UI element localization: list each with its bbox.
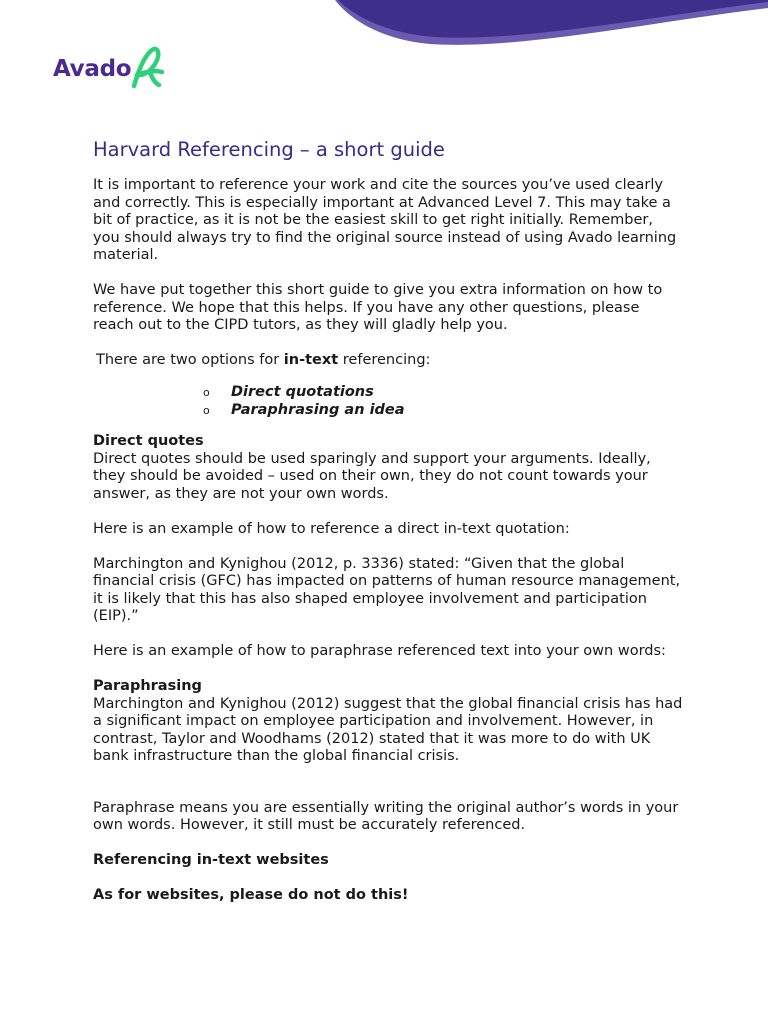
- paraphrasing-heading: Paraphrasing: [93, 678, 202, 694]
- options-intro: [96, 352, 683, 370]
- paraphrase-note: Paraphrase means you are essentially writing the original author’s words in your own words. However, it still must be accurately referenced.: [93, 799, 679, 833]
- direct-quotes-body: Direct quotes should be used sparingly and support your arguments. Ideally, they should be avoided – used on their own, they do not count towards your answer, as they are not your own words.: [93, 450, 651, 502]
- option-paraphrasing: o Paraphrasing an idea: [203, 401, 683, 419]
- avado-swoosh-icon: [128, 46, 166, 90]
- document-title: Harvard Referencing – a short guide: [93, 138, 445, 161]
- paraphrase-example-intro: Here is an example of how to paraphrase referenced text into your own words:: [93, 643, 666, 659]
- direct-example-quote: Marchington and Kynighou (2012, p. 3336) stated: “Given that the global financial crisis (GFC) has impacted on patterns of human resource management, it is likely that this has also shaped employee involvement and participation (EIP).”: [93, 555, 681, 624]
- options-intro-before: There are two options for: [96, 352, 284, 368]
- direct-quotes-heading: Direct quotes: [93, 433, 204, 449]
- options-intro-bold: in-text: [283, 352, 339, 368]
- option-direct-quotations: o Direct quotations: [203, 383, 683, 401]
- avado-logo: [53, 46, 166, 92]
- paraphrasing-body: Marchington and Kynighou (2012) suggest that the global financial crisis has had a significant impact on employee participation and involvement. However, in contrast, Taylor and Woodhams (2012) stated that it was more to do with UK bank infrastructure than the global financial crisis.: [93, 695, 683, 764]
- options-list: [203, 383, 683, 419]
- intro-paragraph: It is important to reference your work and cite the sources you’ve used clearly and correctly. This is especially important at Advanced Level 7. This may take a bit of practice, as it is not be the easiest skill to get right initially. Remember, you should always try to find the original source instead of using Avado learning material.: [93, 177, 677, 263]
- help-paragraph: We have put together this short guide to give you extra information on how to reference. We hope that this helps. If you have any other questions, please reach out to the CIPD tutors, as they will gladly help you.: [93, 282, 663, 333]
- header-dot: [741, 15, 749, 23]
- websites-heading: Referencing in-text websites: [93, 852, 329, 868]
- direct-example-intro: Here is an example of how to reference a direct in-text quotation:: [93, 520, 570, 537]
- websites-warning: As for websites, please do not do this!: [93, 887, 409, 903]
- document-body: [93, 138, 683, 905]
- logo-wordmark: Avado: [53, 56, 132, 82]
- options-intro-after: referencing:: [338, 352, 431, 368]
